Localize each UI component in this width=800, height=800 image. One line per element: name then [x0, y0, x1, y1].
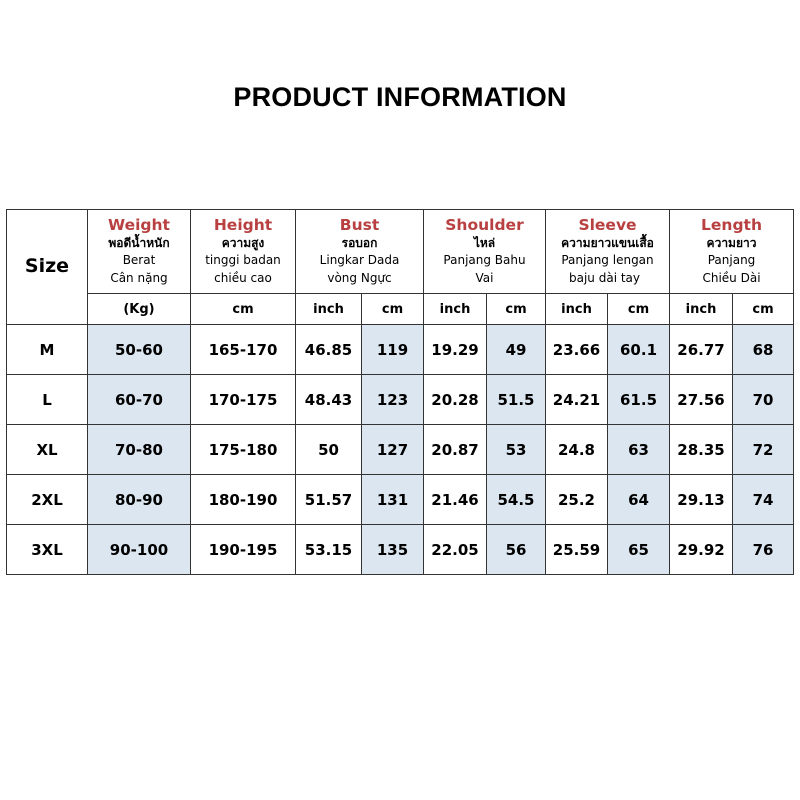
- header-vi-label: [546, 270, 669, 288]
- header-vi-label: Chiều Dài: [702, 270, 761, 285]
- header-id-label: Berat: [122, 253, 156, 268]
- page-title: PRODUCT INFORMATION: [233, 82, 567, 112]
- header-id-label: Panjang: [707, 253, 756, 268]
- table-cell: 56: [487, 525, 546, 575]
- header-vi-label-part: dài tay: [598, 270, 641, 285]
- header-vi-label-part: baju: [568, 270, 595, 285]
- table-cell: 26.77: [670, 325, 733, 375]
- header-vi-label: chiều cao: [214, 270, 272, 285]
- size-cell: L: [7, 375, 88, 425]
- header-height: [191, 210, 296, 294]
- header-th-label: ไหล่: [473, 235, 496, 250]
- table-cell: 70: [733, 375, 794, 425]
- unit-cell: inch: [296, 294, 362, 325]
- table-cell: 49: [487, 325, 546, 375]
- table-cell: 29.92: [670, 525, 733, 575]
- size-cell: 3XL: [7, 525, 88, 575]
- table-cell: 53.15: [296, 525, 362, 575]
- table-cell: 60-70: [88, 375, 191, 425]
- header-en-label: Length: [701, 215, 762, 234]
- table-cell: 175-180: [191, 425, 296, 475]
- header-id-label: Panjang lengan: [561, 253, 654, 268]
- table-cell: 72: [733, 425, 794, 475]
- unit-cell: cm: [362, 294, 424, 325]
- table-cell: 21.46: [424, 475, 487, 525]
- table-cell: 90-100: [88, 525, 191, 575]
- table-cell: 50-60: [88, 325, 191, 375]
- table-cell: 28.35: [670, 425, 733, 475]
- table-cell: 165-170: [191, 325, 296, 375]
- table-row: [7, 525, 794, 575]
- table-cell: 22.05: [424, 525, 487, 575]
- table-cell: 180-190: [191, 475, 296, 525]
- unit-cell: cm: [733, 294, 794, 325]
- size-cell: M: [7, 325, 88, 375]
- table-cell: 19.29: [424, 325, 487, 375]
- unit-cell: cm: [191, 294, 296, 325]
- table-cell: 25.59: [546, 525, 608, 575]
- table-cell: 119: [362, 325, 424, 375]
- table-cell: 23.66: [546, 325, 608, 375]
- table-cell: 51.57: [296, 475, 362, 525]
- table-cell: 29.13: [670, 475, 733, 525]
- unit-cell: cm: [608, 294, 670, 325]
- table-cell: 53: [487, 425, 546, 475]
- table-cell: 74: [733, 475, 794, 525]
- table-cell: 76: [733, 525, 794, 575]
- table-cell: 63: [608, 425, 670, 475]
- header-en-label: Bust: [339, 215, 380, 234]
- unit-cell: inch: [546, 294, 608, 325]
- header-en-label: Weight: [108, 215, 170, 234]
- table-cell: 51.5: [487, 375, 546, 425]
- table-cell: 24.21: [546, 375, 608, 425]
- table-cell: 27.56: [670, 375, 733, 425]
- header-id-label: Lingkar Dada: [319, 253, 400, 268]
- header-id-label: tinggi badan: [205, 253, 281, 268]
- table-cell: 135: [362, 525, 424, 575]
- header-th-label: ความสูง: [221, 235, 265, 250]
- header-th-label: รอบอก: [341, 235, 378, 250]
- header-row: [7, 210, 794, 294]
- table-row: [7, 425, 794, 475]
- table-cell: 68: [733, 325, 794, 375]
- unit-cell: inch: [670, 294, 733, 325]
- header-vi-label: vòng Ngực: [327, 270, 392, 285]
- table-cell: 25.2: [546, 475, 608, 525]
- table-row: [7, 475, 794, 525]
- unit-cell: inch: [424, 294, 487, 325]
- table-cell: 70-80: [88, 425, 191, 475]
- header-th-label: พอดีน้ำหนัก: [108, 235, 170, 250]
- unit-cell: cm: [487, 294, 546, 325]
- header-th-label: ความยาวแขนเสื้อ: [561, 235, 654, 250]
- table-cell: 24.8: [546, 425, 608, 475]
- table-cell: 123: [362, 375, 424, 425]
- header-weight: [88, 210, 191, 294]
- table-cell: 48.43: [296, 375, 362, 425]
- table-cell: 127: [362, 425, 424, 475]
- header-bust: [296, 210, 424, 294]
- header-vi-label: Vai: [475, 270, 494, 285]
- table-cell: 60.1: [608, 325, 670, 375]
- table-cell: 54.5: [487, 475, 546, 525]
- header-en-label: Height: [213, 215, 273, 234]
- unit-cell: (Kg): [88, 294, 191, 325]
- header-en-label: Sleeve: [578, 215, 637, 234]
- header-sleeve: [546, 210, 670, 294]
- header-th-label: ความยาว: [706, 235, 757, 250]
- header-length: [670, 210, 794, 294]
- table-cell: 190-195: [191, 525, 296, 575]
- table-cell: 61.5: [608, 375, 670, 425]
- table-cell: 46.85: [296, 325, 362, 375]
- table-cell: 64: [608, 475, 670, 525]
- table-cell: 170-175: [191, 375, 296, 425]
- table-cell: 20.87: [424, 425, 487, 475]
- header-en-label: Shoulder: [445, 215, 524, 234]
- table-cell: 20.28: [424, 375, 487, 425]
- header-vi-label: Cân nặng: [110, 270, 168, 285]
- units-row: [7, 294, 794, 325]
- table-cell: 80-90: [88, 475, 191, 525]
- size-header: Size: [7, 210, 88, 325]
- table-cell: 131: [362, 475, 424, 525]
- table-row: [7, 375, 794, 425]
- size-cell: XL: [7, 425, 88, 475]
- table-cell: 50: [296, 425, 362, 475]
- size-cell: 2XL: [7, 475, 88, 525]
- size-chart-table: [6, 209, 794, 575]
- table-row: [7, 325, 794, 375]
- header-id-label: Panjang Bahu: [443, 253, 526, 268]
- header-shoulder: [424, 210, 546, 294]
- table-cell: 65: [608, 525, 670, 575]
